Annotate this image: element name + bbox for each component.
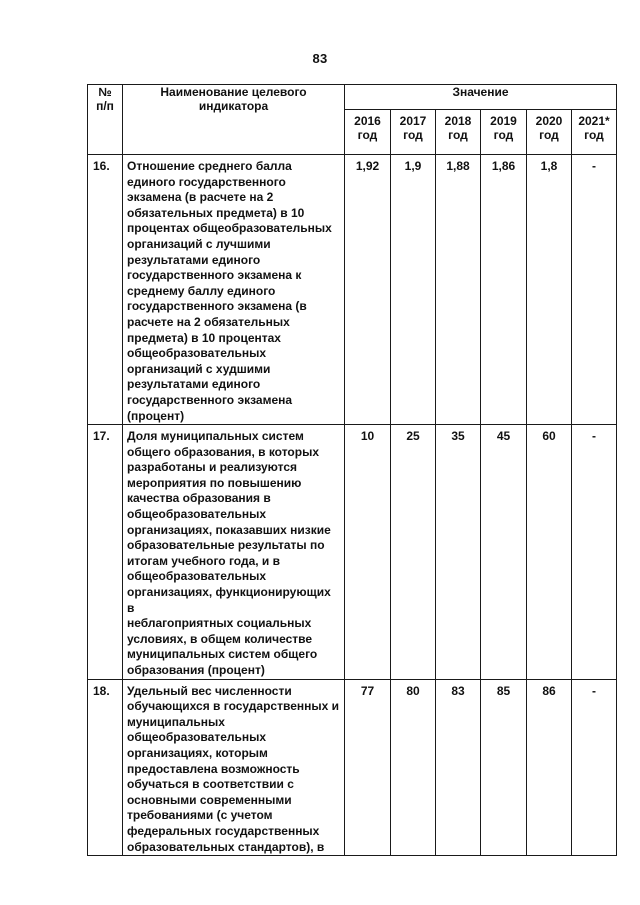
header-num	[88, 85, 123, 155]
value-2019: 45	[481, 425, 527, 680]
table-row	[88, 425, 617, 680]
header-year-2019: 2019 год	[481, 110, 527, 155]
value-2021: -	[572, 679, 617, 856]
value-2021: -	[572, 425, 617, 680]
header-row-main	[88, 85, 617, 110]
header-value: Значение	[345, 85, 617, 110]
indicator-name: Удельный вес численности обучающихся в государственных и муниципальных общеобразовательных организациях, которым предоставлена возможность обучаться в соответствии с основными современными требованиями (с учетом федеральных государственных образовательных стандартов), в	[123, 679, 345, 856]
value-2016: 77	[345, 679, 391, 856]
page-number: 83	[312, 51, 328, 66]
value-2017: 1,9	[391, 155, 436, 425]
value-2018: 35	[436, 425, 481, 680]
indicators-table	[87, 84, 617, 856]
header-name-label: Наименование целевого индикатора	[160, 85, 307, 113]
value-2020: 60	[527, 425, 572, 680]
value-2021: -	[572, 155, 617, 425]
header-year-2017: 2017 год	[391, 110, 436, 155]
value-2017: 25	[391, 425, 436, 680]
table-row	[88, 155, 617, 425]
header-name	[123, 85, 345, 155]
header-num-label: № п/п	[96, 85, 114, 113]
value-2019: 85	[481, 679, 527, 856]
header-year-2020: 2020 год	[527, 110, 572, 155]
row-number: 16.	[88, 155, 123, 425]
value-2020: 86	[527, 679, 572, 856]
value-2017: 80	[391, 679, 436, 856]
header-year-2021: 2021* год	[572, 110, 617, 155]
row-number: 18.	[88, 679, 123, 856]
indicator-name: Отношение среднего балла единого государственного экзамена (в расчете на 2 обязательных предмета) в 10 процентах общеобразовательных организаций с лучшими результатами единого государственного экзамена к среднему баллу единого государственного экзамена (в расчете на 2 обязательных предмета) в 10 процентах общеобразовательных организаций с худшими результатами единого государственного экзамена (процент)	[123, 155, 345, 425]
value-2019: 1,86	[481, 155, 527, 425]
value-2016: 10	[345, 425, 391, 680]
value-2016: 1,92	[345, 155, 391, 425]
value-2020: 1,8	[527, 155, 572, 425]
value-2018: 83	[436, 679, 481, 856]
header-year-2018: 2018 год	[436, 110, 481, 155]
indicator-name: Доля муниципальных систем общего образования, в которых разработаны и реализуются мероприятия по повышению качества образования в общеобразовательных организациях, показавших низкие образовательные результаты по итогам учебного года, и в общеобразовательных организациях, функционирующих в неблагоприятных социальных условиях, в общем количестве муниципальных систем общего образования (процент)	[123, 425, 345, 680]
value-2018: 1,88	[436, 155, 481, 425]
row-number: 17.	[88, 425, 123, 680]
table-row	[88, 679, 617, 856]
header-year-2016: 2016 год	[345, 110, 391, 155]
